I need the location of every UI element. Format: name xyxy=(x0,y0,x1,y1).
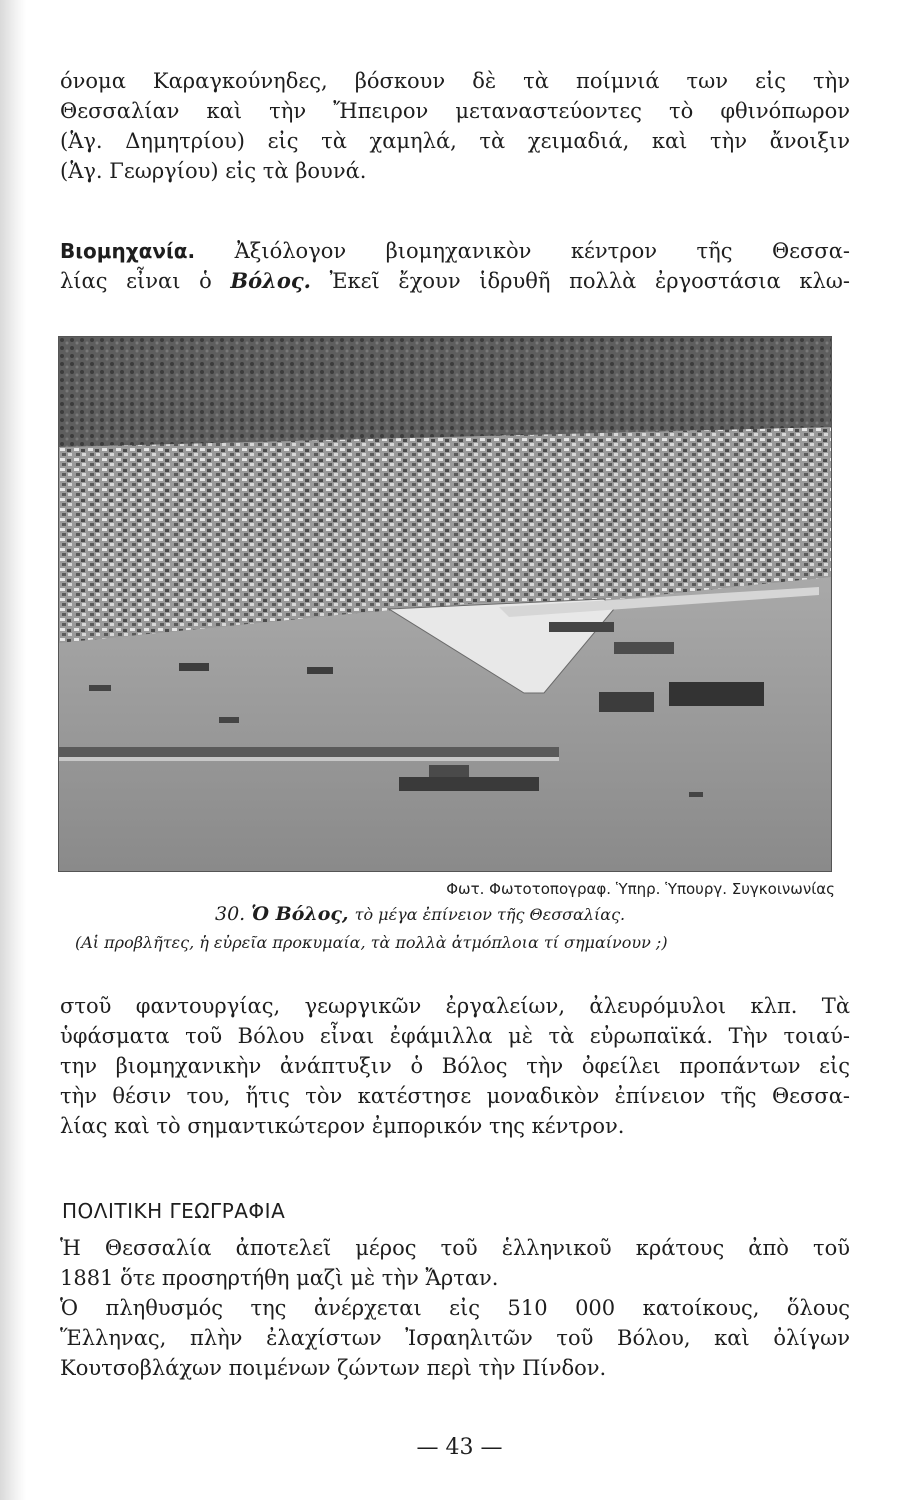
text-line: (Ἁγ. Γεωργίου) εἰς τὰ βουνά. xyxy=(60,159,367,183)
text-line: στοῦ φαντουργίας, γεωργικῶν ἐργαλείων, ἀλευρόμυλοι κλπ. Τὰ xyxy=(60,994,850,1018)
text-line: Κουτσοβλάχων ποιμένων ζώντων περὶ τὴν Πίνδον. xyxy=(60,1356,607,1380)
photo-credit: Φωτ. Φωτοτοπογραφ. Ὑπηρ. Ὑπουργ. Συγκοινωνίας xyxy=(446,880,835,898)
paragraph-volos-industry xyxy=(60,991,850,1141)
text-line: Ὁ πληθυσμός της ἀνέρχεται εἰς 510 000 κατοίκους, ὅλους xyxy=(60,1296,850,1320)
page-binding-edge xyxy=(0,0,26,1500)
page-number: — 43 — xyxy=(416,1435,503,1460)
text-line: Ἕλληνας, πλὴν ἐλαχίστων Ἰσραηλιτῶν τοῦ Βόλου, καὶ ὀλίγων xyxy=(60,1326,850,1350)
industry-line-2-rest: Ἐκεῖ ἔχουν ἱδρυθῆ πολλὰ ἐργοστάσια κλω- xyxy=(310,269,850,293)
paragraph-karagounides xyxy=(60,66,850,186)
harbor-aerial-photo xyxy=(58,336,832,872)
text-line: 1881 ὅτε προσηρτήθη μαζὶ μὲ τὴν Ἄρταν. xyxy=(60,1266,499,1290)
paragraph-greek-state xyxy=(60,1233,850,1293)
figure-number: 30. xyxy=(215,903,246,925)
text-line: Θεσσαλίαν καὶ τὴν Ἤπειρον μεταναστεύοντες τὸ φθινόπωρον xyxy=(60,99,850,123)
figure-title: Ὁ Βόλος, xyxy=(251,903,349,925)
figure-caption xyxy=(215,903,625,925)
section-heading-political-geography: ΠΟΛΙΤΙΚΗ ΓΕΩΓΡΑΦΙΑ xyxy=(62,1199,286,1223)
paragraph-industry xyxy=(60,236,850,296)
figure-description: τὸ μέγα ἐπίνειον τῆς Θεσσαλίας. xyxy=(354,905,626,924)
text-line xyxy=(60,236,850,266)
text-line xyxy=(60,266,850,296)
industry-line-2-start: λίας εἶναι ὁ xyxy=(60,269,231,293)
text-line: Ἡ Θεσσαλία ἀποτελεῖ μέρος τοῦ ἑλληνικοῦ κράτους ἀπὸ τοῦ xyxy=(60,1236,850,1260)
text-line: (Ἁγ. Δημητρίου) εἰς τὰ χαμηλά, τὰ χειμαδιά, καὶ τὴν ἄνοιξιν xyxy=(60,129,850,153)
text-line: ὑφάσματα τοῦ Βόλου εἶναι ἐφάμιλλα μὲ τὰ εὐρωπαϊκά. Τὴν τοιαύ- xyxy=(60,1024,850,1048)
text-line: την βιομηχανικὴν ἀνάπτυξιν ὁ Βόλος τὴν ὀφείλει προπάντων εἰς xyxy=(60,1054,850,1078)
text-line: τὴν θέσιν του, ἥτις τὸν κατέστησε μοναδικὸν ἐπίνειον τῆς Θεσσα- xyxy=(60,1084,850,1108)
text-line: λίας καὶ τὸ σημαντικώτερον ἐμπορικόν της κέντρον. xyxy=(60,1114,625,1138)
figure-question: (Αἱ προβλῆτες, ἡ εὐρεῖα προκυμαία, τὰ πολλὰ ἀτμόπλοια τί σημαίνουν ;) xyxy=(75,933,668,952)
city-name-volos: Βόλος. xyxy=(230,268,311,293)
paragraph-population xyxy=(60,1293,850,1383)
industry-heading: Βιομηχανία. xyxy=(60,239,196,263)
industry-line-1-text: Ἀξιόλογον βιομηχανικὸν κέντρον τῆς Θεσσα- xyxy=(195,239,850,263)
text-line: όνομα Καραγκούνηδες, βόσκουν δὲ τὰ ποίμνιά των εἰς τὴν xyxy=(60,69,850,93)
